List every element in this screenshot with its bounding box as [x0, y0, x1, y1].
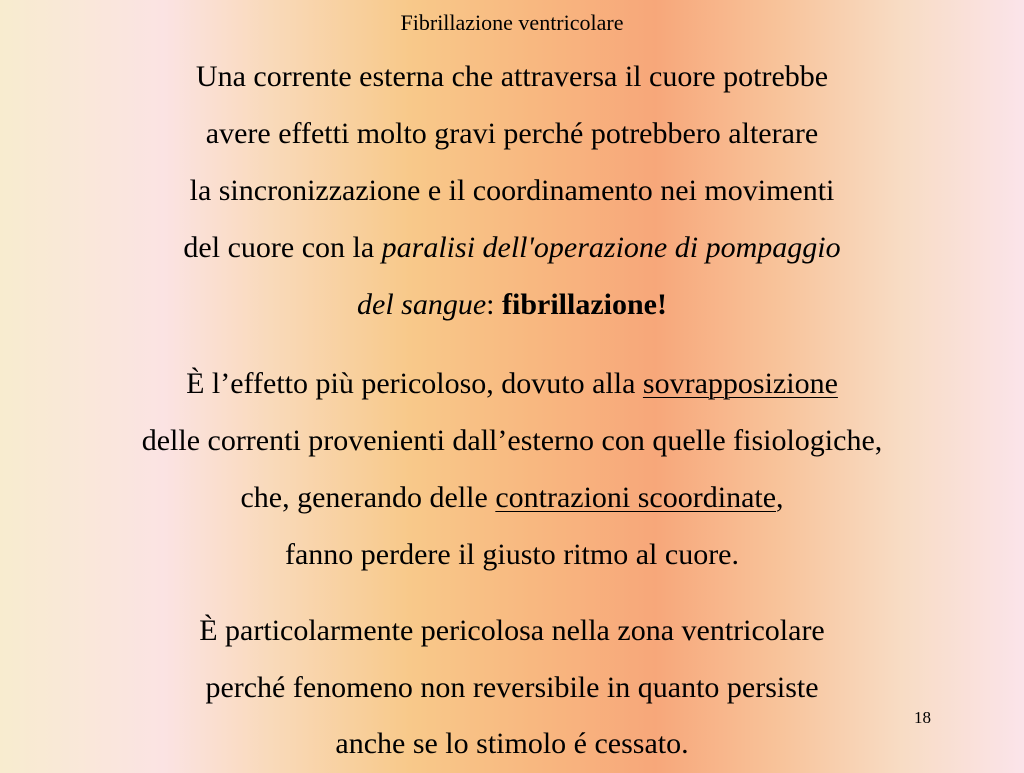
- text-line: fanno perdere il giusto ritmo al cuore.: [284, 538, 739, 571]
- text-plain: che, generando delle: [240, 481, 496, 514]
- text-line: anche se lo stimolo é cessato.: [335, 727, 689, 760]
- bold-keyword: fibrillazione!: [502, 288, 667, 321]
- italic-text: del sangue: [357, 288, 487, 321]
- text-line: [0, 355, 1024, 412]
- text-line: [0, 276, 1024, 333]
- paragraph-danger-explanation: [0, 355, 1024, 583]
- text-plain: :: [486, 288, 502, 321]
- text-line: perché fenomeno non reversibile in quanto persiste: [205, 670, 819, 704]
- text-line: [0, 469, 1024, 526]
- text-line: Una corrente esterna che attraversa il cuore potrebbe: [195, 60, 829, 93]
- text-line: delle correnti provenienti dall’esterno con quelle fisiologiche,: [141, 424, 883, 457]
- text-plain: È l’effetto più pericoloso, dovuto alla: [186, 367, 643, 400]
- text-line: È particolarmente pericolosa nella zona ventricolare: [199, 614, 825, 647]
- underlined-term: sovrapposizione: [642, 367, 838, 400]
- underlined-term: contrazioni scoordinate: [495, 481, 777, 514]
- paragraph-current-effects: [0, 48, 1024, 333]
- text-line: avere effetti molto gravi perché potrebbero alterare: [205, 117, 819, 150]
- text-plain: ,: [776, 481, 784, 514]
- paragraph-ventricular-zone: [0, 603, 1024, 773]
- text-plain: del cuore con la: [183, 231, 382, 264]
- text-line: la sincronizzazione e il coordinamento nei movimenti: [189, 174, 835, 207]
- slide-number: 18: [914, 708, 931, 727]
- text-line: [0, 219, 1024, 276]
- slide-title: Fibrillazione ventricolare: [400, 10, 624, 35]
- italic-text: paralisi dell'operazione di pompaggio: [381, 231, 841, 264]
